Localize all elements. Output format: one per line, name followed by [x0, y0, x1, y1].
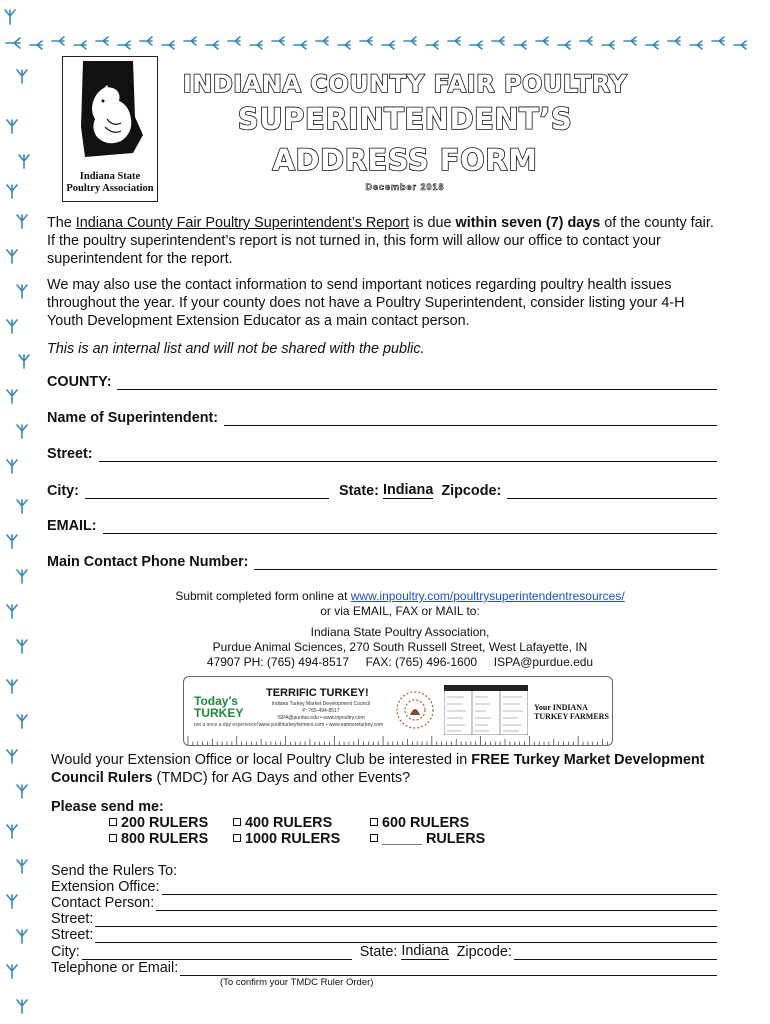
send-street2-field[interactable] [51, 927, 717, 943]
intro-paragraph-2: We may also use the contact information to send important notices regarding poultry health issues throughout the year. If your county does not have a Poultry Superintendent, consider listing your 4-H Youth Development Extension Educator as a main contact person. [47, 277, 685, 329]
offer-bold: FREE Turkey Market Development Council Rulers [51, 752, 705, 786]
send-zip-line[interactable] [514, 946, 717, 960]
send-state-value: Indiana [401, 943, 449, 959]
address-line2: Purdue Animal Sciences, 270 South Russell Street, West Lafayette, IN [212, 640, 588, 654]
send-street2-line[interactable] [95, 929, 717, 943]
address-line3: 47907 PH: (765) 494-8517 FAX: (765) 496-1600 ISPA@purdue.edu [206, 655, 594, 669]
ruler-ticks [184, 735, 612, 745]
checkbox-icon[interactable] [233, 834, 241, 842]
please-send: Please send me: [51, 799, 164, 815]
offer-pre: Would your Extension Office or local Poultry Club be interested in [51, 752, 472, 768]
offer-post: (TMDC) for AG Days and other Events? [152, 770, 411, 786]
logo-text-line1: Indiana State [79, 171, 141, 182]
ruler-right2: TURKEY FARMERS [534, 712, 609, 721]
send-city-line[interactable] [82, 946, 352, 960]
title-line1: INDIANA COUNTY FAIR POULTRY [182, 70, 628, 98]
logo-text-line2: Poultry Association [66, 183, 154, 194]
report-link[interactable]: Indiana County Fair Poultry Superintendent’s Report [75, 215, 410, 231]
phone-field[interactable] [47, 554, 717, 570]
send-phone-field[interactable] [51, 960, 717, 976]
send-phone-label: Telephone or Email: [51, 960, 179, 976]
send-phone-line[interactable] [180, 962, 717, 976]
contact-field[interactable] [51, 895, 717, 911]
option-custom[interactable] [370, 831, 485, 847]
ruler-right1: Your INDIANA [534, 703, 588, 712]
send-heading: Send the Rulers To: [51, 863, 178, 879]
office-line[interactable] [162, 881, 717, 895]
ruler-sub1: Indiana Turkey Market Development Council [271, 701, 371, 707]
send-city-label: City: [51, 944, 80, 960]
county-field[interactable] [47, 374, 717, 390]
city-label: City: [47, 483, 79, 499]
ruler-headline: TERRIFIC TURKEY! [266, 687, 369, 699]
ruler-sub4: www.youthturkeyfarmers.com • www.eatmoreturkey.com [258, 722, 384, 728]
ruler-chart-table [444, 685, 528, 735]
turkey-track-border-left [0, 0, 40, 1024]
checkbox-icon[interactable] [370, 834, 378, 842]
send-street1-line[interactable] [95, 913, 717, 927]
office-label: Extension Office: [51, 879, 160, 895]
ruler-subtext [246, 701, 396, 729]
logo-text [63, 171, 157, 195]
phone-label: Main Contact Phone Number: [47, 554, 249, 570]
email-line[interactable] [103, 520, 717, 534]
ruler-offer [51, 751, 711, 787]
send-city-state-zip-field[interactable] [51, 944, 717, 960]
superintendent-label: Name of Superintendent: [47, 410, 219, 426]
intro-p1-mid: is due [409, 215, 456, 231]
send-street1-label: Street: [51, 911, 94, 927]
superintendent-field[interactable] [47, 410, 717, 426]
intro-paragraph-1 [47, 214, 717, 268]
ruler-options-row1 [109, 815, 469, 831]
option-200[interactable] [109, 815, 233, 831]
option-600-label: 600 RULERS [382, 815, 470, 831]
send-street1-field[interactable] [51, 911, 717, 927]
turkey-illustration-icon [392, 687, 438, 733]
street-line[interactable] [99, 448, 717, 462]
zip-line[interactable] [507, 485, 717, 499]
tmdc-ruler-image [183, 676, 613, 746]
option-200-label: 200 RULERS [121, 815, 209, 831]
checkbox-icon[interactable] [109, 834, 117, 842]
submit-alt: or via EMAIL, FAX or MAIL to: [320, 604, 480, 618]
email-field[interactable] [47, 518, 717, 534]
checkbox-icon[interactable] [370, 818, 378, 826]
option-1000[interactable] [233, 831, 370, 847]
submit-online [120, 589, 680, 604]
send-state-label: State: [359, 944, 398, 960]
indiana-chicken-logo-icon [63, 57, 159, 167]
option-800[interactable] [109, 831, 233, 847]
state-label: State: [338, 483, 379, 499]
submit-pre: Submit completed form online at [175, 589, 351, 603]
ispa-logo [62, 56, 158, 202]
ruler-sub2: P: 765-494-8517 [302, 708, 340, 714]
state-value: Indiana [382, 482, 434, 498]
intro-p1-post: of the county fair. If the poultry superintendent’s report is not turned in, this form will allow our office to contact your superintendent for the report. [47, 215, 714, 267]
ruler-brand-line1: Today's [194, 694, 238, 708]
send-zip-label: Zipcode: [456, 944, 512, 960]
ruler-brand-tag: not a once a day experience! [194, 722, 259, 728]
ruler-sub3: ISPA@purdue.edu • www.inpoultry.com [277, 715, 365, 721]
option-1000-label: 1000 RULERS [245, 831, 341, 847]
send-street2-label: Street: [51, 927, 94, 943]
title-line3: ADDRESS FORM [272, 143, 538, 177]
option-400[interactable] [233, 815, 370, 831]
checkbox-icon[interactable] [109, 818, 117, 826]
county-label: COUNTY: [47, 374, 112, 390]
option-600[interactable] [370, 815, 469, 831]
city-state-zip-field[interactable] [47, 482, 717, 499]
office-field[interactable] [51, 879, 717, 895]
option-800-label: 800 RULERS [121, 831, 209, 847]
intro-p1-bold: within seven (7) days [455, 215, 601, 231]
confirm-note: (To confirm your TMDC Ruler Order) [220, 977, 374, 988]
submit-link[interactable]: www.inpoultry.com/poultrysuperintendentresources/ [350, 589, 625, 603]
ruler-options-row2 [109, 831, 485, 847]
checkbox-icon[interactable] [233, 818, 241, 826]
city-line[interactable] [85, 485, 329, 499]
contact-label: Contact Person: [51, 895, 155, 911]
option-custom-label: _____ RULERS [382, 831, 486, 847]
option-400-label: 400 RULERS [245, 815, 333, 831]
contact-line[interactable] [156, 897, 717, 911]
zip-label: Zipcode: [441, 483, 502, 499]
street-field[interactable] [47, 446, 717, 462]
superintendent-line[interactable] [224, 412, 717, 426]
ruler-right-text [534, 703, 609, 721]
county-line[interactable] [117, 376, 717, 390]
form-date: December 2018 [365, 182, 445, 192]
email-label: EMAIL: [47, 518, 97, 534]
ruler-brand-line2: TURKEY [194, 706, 244, 720]
turkey-track-border-top [0, 30, 770, 56]
address-line1: Indiana State Poultry Association, [310, 625, 490, 639]
intro-p1-pre: The [47, 215, 76, 231]
street-label: Street: [47, 446, 93, 462]
phone-line[interactable] [254, 556, 717, 570]
title-line2: SUPERINTENDENT’S [237, 102, 573, 136]
privacy-note: This is an internal list and will not be shared with the public. [47, 341, 425, 357]
